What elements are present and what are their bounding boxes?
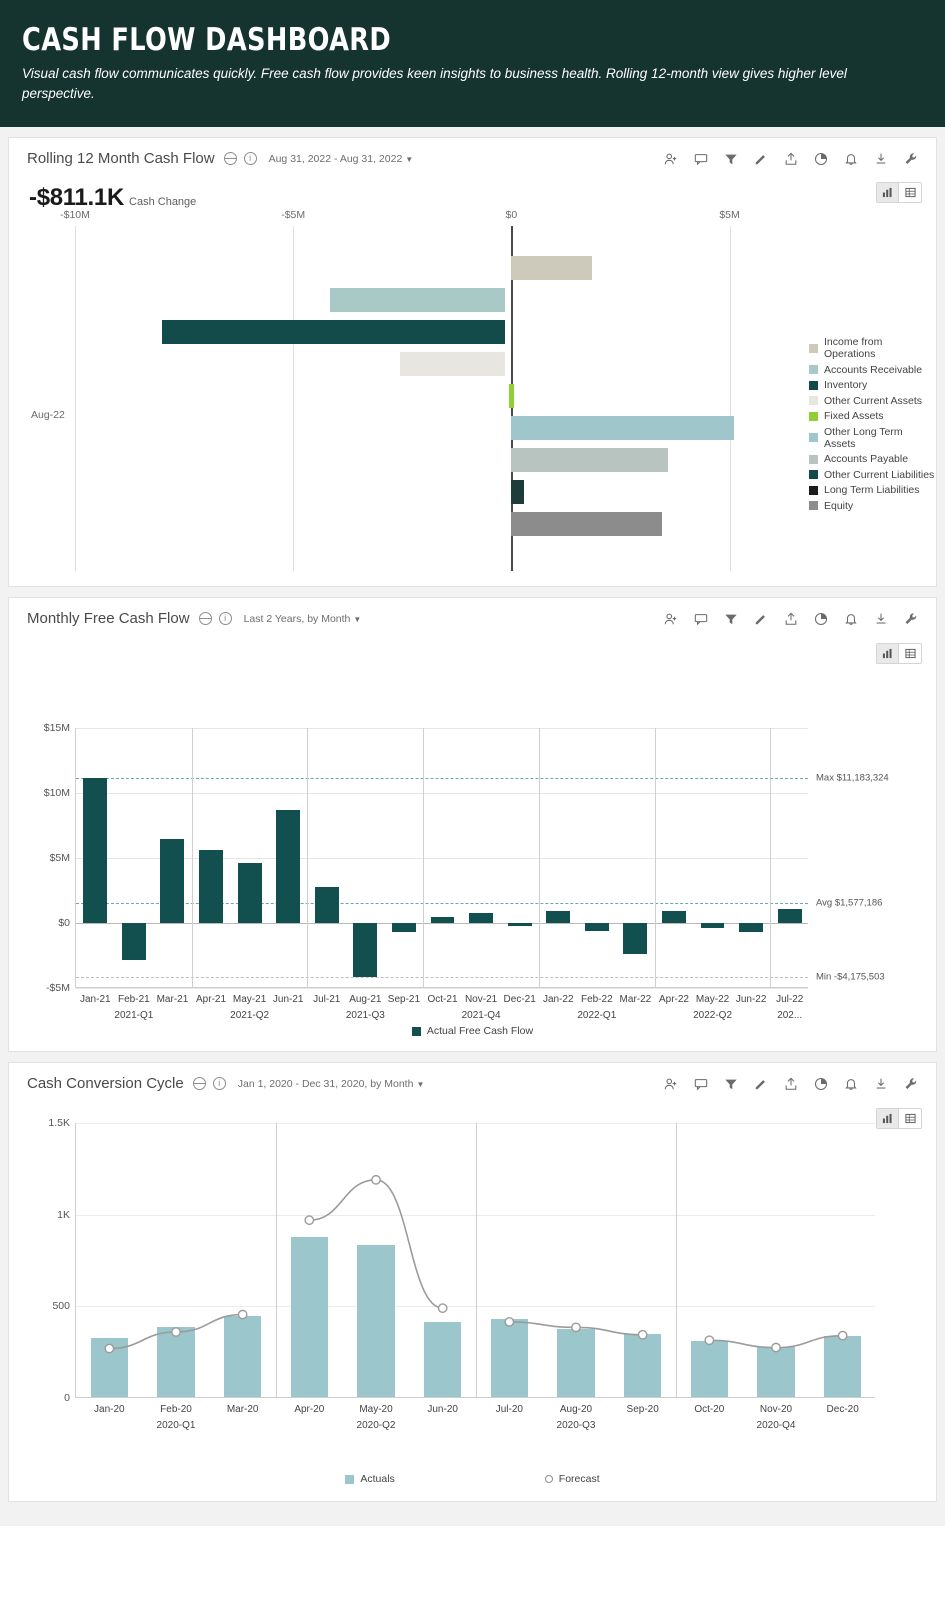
card-title: Rolling 12 Month Cash Flow	[27, 150, 215, 168]
card-cash-conversion-cycle	[8, 1062, 937, 1502]
globe-icon[interactable]	[224, 152, 237, 165]
chart-icon[interactable]	[814, 152, 828, 166]
legend-label: Actuals	[360, 1473, 395, 1486]
settings-icon[interactable]	[904, 1077, 918, 1091]
info-icon[interactable]: i	[244, 152, 257, 165]
x-axis-tick: Feb-21	[118, 994, 150, 1006]
quarter-separator	[423, 728, 424, 988]
filter-icon[interactable]	[724, 152, 738, 166]
y-axis-tick: 1.5K	[48, 1117, 70, 1130]
y-axis-tick: $0	[58, 917, 70, 930]
quarter-separator	[192, 728, 193, 988]
x-axis-tick: Jul-21	[313, 994, 341, 1006]
date-range-selector[interactable]	[244, 613, 362, 625]
waterfall-bar[interactable]	[330, 288, 505, 312]
reference-line-label: Avg $1,577,186	[816, 897, 883, 909]
x-axis-tick: Nov-20	[759, 1404, 793, 1416]
x-axis-tick: Mar-20	[226, 1404, 259, 1416]
x-axis-tick: May-22	[695, 994, 730, 1006]
x-axis-quarter-label: 2020-Q3	[556, 1420, 596, 1432]
waterfall-bar[interactable]	[511, 448, 668, 472]
gridline	[730, 226, 731, 571]
x-axis-tick: Aug-21	[349, 994, 382, 1006]
gridline	[76, 728, 808, 729]
kpi-label: Cash Change	[129, 196, 197, 209]
card-title: Monthly Free Cash Flow	[27, 610, 190, 628]
chart-icon[interactable]	[814, 612, 828, 626]
comment-icon[interactable]	[694, 1077, 708, 1091]
monthly-bar[interactable]	[353, 923, 377, 977]
ccc-legend	[9, 1473, 936, 1485]
chart-icon[interactable]	[814, 1077, 828, 1091]
filter-icon[interactable]	[724, 1077, 738, 1091]
legend-item[interactable]	[809, 364, 936, 376]
legend-item[interactable]	[809, 426, 936, 450]
legend-label: Accounts Payable	[824, 453, 909, 466]
reference-line	[76, 903, 808, 904]
monthly-bar[interactable]	[199, 850, 223, 923]
x-axis-tick: -$5M	[281, 209, 306, 222]
y-axis-tick: $5M	[49, 852, 70, 865]
monthly-bar[interactable]	[276, 810, 300, 923]
x-axis-tick: Dec-20	[826, 1404, 859, 1416]
table-icon[interactable]	[899, 1109, 921, 1128]
download-icon[interactable]	[874, 152, 888, 166]
table-icon[interactable]	[899, 183, 921, 202]
view-toggle-group-3[interactable]	[876, 1108, 922, 1129]
chevron-down-icon: ▼	[416, 1079, 425, 1089]
legend-swatch	[809, 433, 818, 442]
waterfall-bar[interactable]	[511, 416, 734, 440]
edit-icon[interactable]	[754, 1077, 768, 1091]
legend-label: Fixed Assets	[824, 410, 884, 423]
settings-icon[interactable]	[904, 152, 918, 166]
card-monthly-free-cash-flow	[8, 597, 937, 1052]
date-range-label: Last 2 Years, by Month	[243, 612, 351, 625]
view-toggle-group-1[interactable]	[876, 182, 922, 203]
comment-icon[interactable]	[694, 152, 708, 166]
monthly-bar[interactable]	[315, 887, 339, 923]
bar-chart-icon[interactable]	[877, 183, 899, 202]
x-axis-tick: Aug-20	[559, 1404, 593, 1416]
legend-label: Long Term Liabilities	[824, 484, 920, 497]
x-axis-tick: Jan-20	[94, 1404, 125, 1416]
reference-line	[76, 778, 808, 779]
waterfall-bar[interactable]	[511, 512, 662, 536]
waterfall-bar[interactable]	[511, 256, 592, 280]
share-icon[interactable]	[784, 1077, 798, 1091]
legend-item-forecast	[545, 1473, 600, 1485]
card-header-icons	[199, 612, 232, 625]
card-header	[9, 598, 936, 633]
page-title: CASH FLOW DASHBOARD	[22, 22, 392, 58]
legend-swatch	[809, 455, 818, 464]
card-header	[9, 138, 936, 173]
waterfall-row-label: Aug-22	[31, 409, 65, 422]
view-toggle-group-2[interactable]	[876, 643, 922, 664]
x-axis-tick: Jun-21	[272, 994, 304, 1006]
x-axis-tick: Mar-22	[619, 994, 652, 1006]
x-axis-tick: Apr-21	[196, 994, 227, 1006]
gridline	[75, 226, 76, 571]
monthly-bar[interactable]	[238, 863, 262, 923]
x-axis-quarter-label: 2021-Q4	[461, 1010, 501, 1022]
legend-item[interactable]	[809, 453, 936, 465]
legend-item[interactable]	[809, 395, 936, 407]
reference-line	[76, 977, 808, 978]
bar-chart-icon[interactable]	[877, 1109, 899, 1128]
x-axis-tick: Sep-21	[387, 994, 421, 1006]
ccc-plot	[48, 1117, 875, 1432]
y-axis-tick: 1K	[57, 1208, 70, 1221]
x-axis-tick: Dec-21	[503, 994, 536, 1006]
monthly-bar[interactable]	[546, 911, 570, 923]
x-axis-tick: Mar-21	[156, 994, 189, 1006]
monthly-bar[interactable]	[701, 923, 725, 928]
forecast-line-series	[76, 1123, 876, 1398]
legend-item-actuals	[345, 1473, 394, 1485]
legend-swatch	[809, 470, 818, 479]
waterfall-bar[interactable]	[162, 320, 505, 344]
download-icon[interactable]	[874, 1077, 888, 1091]
x-axis-tick: May-21	[232, 994, 267, 1006]
legend-item[interactable]	[809, 469, 936, 481]
waterfall-bar[interactable]	[400, 352, 505, 376]
monthly-bar[interactable]	[508, 923, 532, 926]
legend-swatch	[809, 365, 818, 374]
quarter-separator	[655, 728, 656, 988]
add-user-icon[interactable]	[664, 612, 678, 626]
quarter-separator	[770, 728, 771, 988]
reference-line-label: Min -$4,175,503	[816, 971, 885, 983]
date-range-label: Aug 31, 2022 - Aug 31, 2022	[268, 152, 403, 165]
add-user-icon[interactable]	[664, 152, 678, 166]
filter-icon[interactable]	[724, 612, 738, 626]
edit-icon[interactable]	[754, 612, 768, 626]
quarter-separator	[539, 728, 540, 988]
legend-item[interactable]	[809, 379, 936, 391]
x-axis-tick: -$10M	[60, 209, 90, 222]
chevron-down-icon: ▼	[405, 154, 414, 164]
globe-icon[interactable]	[193, 1077, 206, 1090]
monthly-bar[interactable]	[469, 913, 493, 923]
zero-axis-line	[76, 923, 808, 924]
x-axis-quarter-label: 2022-Q1	[577, 1010, 617, 1022]
date-range-label: Jan 1, 2020 - Dec 31, 2020, by Month	[237, 1077, 414, 1090]
x-axis-tick: Oct-21	[427, 994, 458, 1006]
y-axis-tick: 0	[64, 1392, 70, 1405]
x-axis-tick: $0	[505, 209, 518, 222]
legend-item[interactable]	[809, 500, 936, 512]
x-axis-quarter-label: 2021-Q3	[345, 1010, 385, 1022]
card-toolbar	[664, 612, 922, 626]
monthly-plot	[43, 722, 889, 1022]
edit-icon[interactable]	[754, 152, 768, 166]
x-axis-tick: Jan-21	[79, 994, 111, 1006]
x-axis-quarter-label: 2020-Q1	[156, 1420, 196, 1432]
date-range-selector[interactable]	[269, 153, 414, 165]
page-subtitle: Visual cash flow communicates quickly. Free cash flow provides keen insights to business health. Rolling 12-month view gives higher level perspective.	[22, 66, 847, 101]
monthly-bar[interactable]	[392, 923, 416, 932]
legend-item[interactable]	[809, 336, 936, 360]
info-icon[interactable]: i	[213, 1077, 226, 1090]
info-icon[interactable]: i	[219, 612, 232, 625]
legend-swatch	[809, 344, 818, 353]
gridline	[76, 858, 808, 859]
monthly-bar[interactable]	[585, 923, 609, 931]
kpi-cash-change	[29, 184, 196, 212]
x-axis-tick: Feb-20	[160, 1404, 192, 1416]
kpi-value: -$811.1K	[29, 184, 125, 212]
waterfall-bar[interactable]	[511, 480, 524, 504]
x-axis-quarter-label: 2020-Q2	[356, 1420, 396, 1432]
legend-label: Other Current Liabilities	[824, 468, 935, 481]
legend-label: Equity	[824, 499, 854, 512]
x-axis-tick: Apr-20	[294, 1404, 325, 1416]
legend-swatch	[412, 1027, 421, 1036]
card-rolling-12-month-cash-flow	[8, 137, 937, 587]
legend-label: Forecast	[558, 1473, 600, 1486]
quarter-separator	[307, 728, 308, 988]
legend-label: Income from Operations	[824, 336, 883, 361]
x-axis-tick: Jun-22	[735, 994, 767, 1006]
legend-label: Other Long Term Assets	[824, 425, 903, 450]
legend-label: Inventory	[824, 379, 868, 392]
y-axis-tick: 500	[52, 1300, 70, 1313]
monthly-bar[interactable]	[160, 839, 184, 924]
x-axis-tick: Jun-20	[427, 1404, 458, 1416]
legend-swatch	[809, 412, 818, 421]
x-axis-tick: $5M	[719, 209, 740, 222]
legend-swatch	[809, 396, 818, 405]
legend-item[interactable]	[809, 484, 936, 496]
chevron-down-icon: ▼	[353, 614, 362, 624]
gridline	[76, 793, 808, 794]
x-axis-tick: May-20	[359, 1404, 393, 1416]
y-axis-tick: $15M	[43, 722, 70, 735]
waterfall-legend	[809, 336, 936, 515]
legend-label: Accounts Receivable	[824, 363, 923, 376]
alert-icon[interactable]	[844, 612, 858, 626]
add-user-icon[interactable]	[664, 1077, 678, 1091]
dashboard-header	[0, 0, 945, 127]
x-axis-tick: Jan-22	[542, 994, 574, 1006]
legend-swatch	[809, 486, 818, 495]
settings-icon[interactable]	[904, 612, 918, 626]
monthly-bar[interactable]	[778, 909, 802, 923]
date-range-selector[interactable]	[238, 1078, 425, 1090]
globe-icon[interactable]	[199, 612, 212, 625]
monthly-bar[interactable]	[83, 778, 107, 923]
card-toolbar	[664, 152, 922, 166]
legend-swatch	[809, 501, 818, 510]
bar-chart-icon[interactable]	[877, 644, 899, 663]
x-axis-quarter-label: 202...	[777, 1010, 803, 1022]
card-header	[9, 1063, 936, 1098]
download-icon[interactable]	[874, 612, 888, 626]
y-axis-tick: -$5M	[46, 982, 70, 995]
x-axis-quarter-label: 2020-Q4	[756, 1420, 796, 1432]
card-header-icons	[224, 152, 257, 165]
share-icon[interactable]	[784, 612, 798, 626]
gridline	[76, 988, 808, 989]
monthly-legend	[9, 1025, 936, 1037]
table-icon[interactable]	[899, 644, 921, 663]
card-title: Cash Conversion Cycle	[27, 1075, 184, 1093]
waterfall-bar[interactable]	[509, 384, 514, 408]
monthly-bar[interactable]	[662, 911, 686, 923]
legend-marker-circle-icon	[545, 1475, 553, 1483]
card-header-icons	[193, 1077, 226, 1090]
reference-line-label: Max $11,183,324	[816, 772, 889, 784]
x-axis-tick: Apr-22	[658, 994, 689, 1006]
x-axis-tick: Oct-20	[694, 1404, 725, 1416]
x-axis-quarter-label: 2021-Q1	[114, 1010, 154, 1022]
alert-icon[interactable]	[844, 1077, 858, 1091]
x-axis-tick: Sep-20	[626, 1404, 659, 1416]
legend-label: Other Current Assets	[824, 394, 923, 407]
x-axis-quarter-label: 2021-Q2	[230, 1010, 270, 1022]
monthly-bar[interactable]	[122, 923, 146, 959]
x-axis-quarter-label: 2022-Q2	[693, 1010, 733, 1022]
legend-swatch	[345, 1475, 354, 1484]
x-axis-tick: Nov-21	[464, 994, 498, 1006]
monthly-bar[interactable]	[739, 923, 763, 932]
legend-label: Actual Free Cash Flow	[426, 1025, 534, 1038]
legend-swatch	[809, 381, 818, 390]
card-toolbar	[664, 1077, 922, 1091]
share-icon[interactable]	[784, 152, 798, 166]
y-axis-tick: $10M	[43, 787, 70, 800]
x-axis-tick: Jul-20	[495, 1404, 523, 1416]
x-axis-tick: Feb-22	[580, 994, 613, 1006]
alert-icon[interactable]	[844, 152, 858, 166]
x-axis-tick: Jul-22	[776, 994, 804, 1006]
monthly-bar[interactable]	[623, 923, 647, 954]
monthly-bar[interactable]	[431, 917, 455, 924]
legend-item[interactable]	[809, 410, 936, 422]
waterfall-plot	[31, 209, 795, 571]
comment-icon[interactable]	[694, 612, 708, 626]
gridline	[293, 226, 294, 571]
